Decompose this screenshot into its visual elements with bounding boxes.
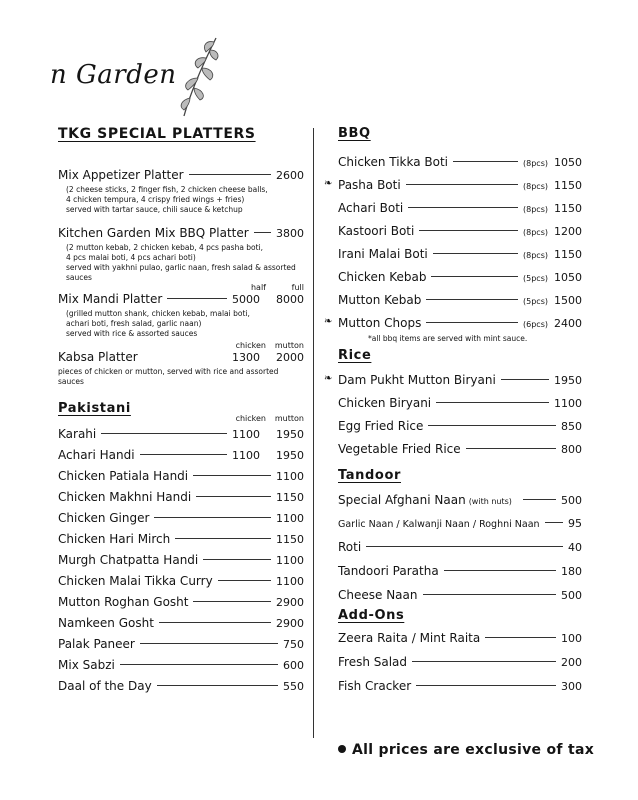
chili-icon: ❧ [324, 178, 333, 189]
addons-title: Add-Ons [338, 608, 405, 623]
item-description: pieces of chicken or mutton, served with rice and assorted sauces [58, 367, 279, 386]
menu-item: ❧ Dam Pukht Mutton Biryani 1950 [324, 373, 582, 387]
chili-icon: ❧ [324, 373, 333, 384]
menu-item: ❧ Pasha Boti (8pcs) 1150 [324, 178, 582, 192]
tax-note-text: All prices are exclusive of tax [352, 742, 595, 758]
menu-item: Murgh Chatpatta Handi 1100 [58, 553, 304, 567]
menu-item: Fish Cracker 300 [338, 679, 582, 693]
menu-item: Palak Paneer 750 [58, 637, 304, 651]
menu-item: Roti 40 [338, 540, 582, 554]
menu-item: ❧ Mutton Chops (6pcs) 2400 [324, 316, 582, 330]
item-price: 3800 [276, 227, 304, 240]
bbq-title: BBQ [338, 126, 371, 141]
item-price-mutton: 2000 [276, 351, 304, 364]
meat-header: chicken mutton [235, 414, 304, 423]
menu-item: Garlic Naan / Kalwanji Naan / Roghni Naan 95 [338, 517, 582, 530]
right-column [324, 126, 582, 693]
menu-item: Irani Malai Boti (8pcs) 1150 [338, 247, 582, 261]
menu-item: Chicken Biryani 1100 [338, 396, 582, 410]
menu-item: Mutton Kebab (5pcs) 1500 [338, 293, 582, 307]
tandoor-list [338, 493, 582, 602]
menu-item: Fresh Salad 200 [338, 655, 582, 669]
menu-item: Chicken Ginger 1100 [58, 511, 304, 525]
menu-item: Egg Fried Rice 850 [338, 419, 582, 433]
rice-list [324, 373, 582, 456]
menu-item [58, 226, 304, 240]
bbq-list [324, 155, 582, 330]
menu-item: Chicken Patiala Handi 1100 [58, 469, 304, 483]
menu-item: Vegetable Fried Rice 800 [338, 442, 582, 456]
menu-item: Mix Sabzi 600 [58, 658, 304, 672]
leaf-sprig-icon [176, 34, 222, 118]
size-header: half full [250, 283, 304, 292]
meat-header: chicken mutton [235, 341, 304, 350]
tandoor-title: Tandoor [338, 468, 401, 483]
column-divider [313, 128, 314, 738]
menu-item: Zeera Raita / Mint Raita 100 [338, 631, 582, 645]
item-description: (2 cheese sticks, 2 finger fish, 2 chicken cheese balls, 4 chicken tempura, 4 crispy fried wings + fries) served with tartar sauce, chili sauce & ketchup [66, 185, 268, 214]
tax-note [338, 742, 594, 758]
menu-item [58, 292, 304, 306]
menu-item: Tandoori Paratha 180 [338, 564, 582, 578]
menu-item: Chicken Tikka Boti (8pcs) 1050 [338, 155, 582, 169]
menu-item: Chicken Malai Tikka Curry 1100 [58, 574, 304, 588]
menu-item: Chicken Makhni Handi 1150 [58, 490, 304, 504]
item-name: Kabsa Platter [58, 350, 138, 364]
pakistani-title: Pakistani [58, 401, 131, 416]
addons-list [338, 631, 582, 693]
bullet-icon [338, 745, 346, 753]
menu-item: Special Afghani Naan (with nuts) 500 [338, 493, 582, 507]
chili-icon: ❧ [324, 316, 333, 327]
pakistani-list [58, 427, 304, 693]
item-price-full: 8000 [276, 293, 304, 306]
menu-item: Kastoori Boti (8pcs) 1200 [338, 224, 582, 238]
item-price-half: 5000 [232, 293, 260, 306]
menu-item [58, 350, 304, 364]
item-description: (2 mutton kebab, 2 chicken kebab, 4 pcs pasha boti, 4 pcs malai boti, 4 pcs achari boti) served with yakhni pulao, garlic naan, fresh salad & assorted sauces [66, 243, 296, 282]
item-name: Mix Mandi Platter [58, 292, 163, 306]
item-name: Kitchen Garden Mix BBQ Platter [58, 226, 249, 240]
left-column [58, 126, 304, 693]
menu-item: Karahi 1100 1950 [58, 427, 304, 441]
rice-title: Rice [338, 348, 372, 363]
special-platters-title: TKG SPECIAL PLATTERS [58, 126, 256, 142]
brand-name: n Garden [50, 60, 177, 90]
menu-item: Chicken Hari Mirch 1150 [58, 532, 304, 546]
item-description: (grilled mutton shank, chicken kebab, malai boti, achari boti, fresh salad, garlic naan) served with rice & assorted sauces [66, 309, 250, 338]
menu-item: Namkeen Gosht 2900 [58, 616, 304, 630]
menu-item: Cheese Naan 500 [338, 588, 582, 602]
menu-item [58, 168, 304, 182]
menu-item: Achari Handi 1100 1950 [58, 448, 304, 462]
menu-item: Daal of the Day 550 [58, 679, 304, 693]
item-price: 2600 [276, 169, 304, 182]
item-name: Mix Appetizer Platter [58, 168, 184, 182]
menu-item: Mutton Roghan Gosht 2900 [58, 595, 304, 609]
bbq-note: *all bbq items are served with mint sauce. [368, 334, 528, 343]
menu-item: Achari Boti (8pcs) 1150 [338, 201, 582, 215]
item-price-chicken: 1300 [232, 351, 260, 364]
menu-item: Chicken Kebab (5pcs) 1050 [338, 270, 582, 284]
